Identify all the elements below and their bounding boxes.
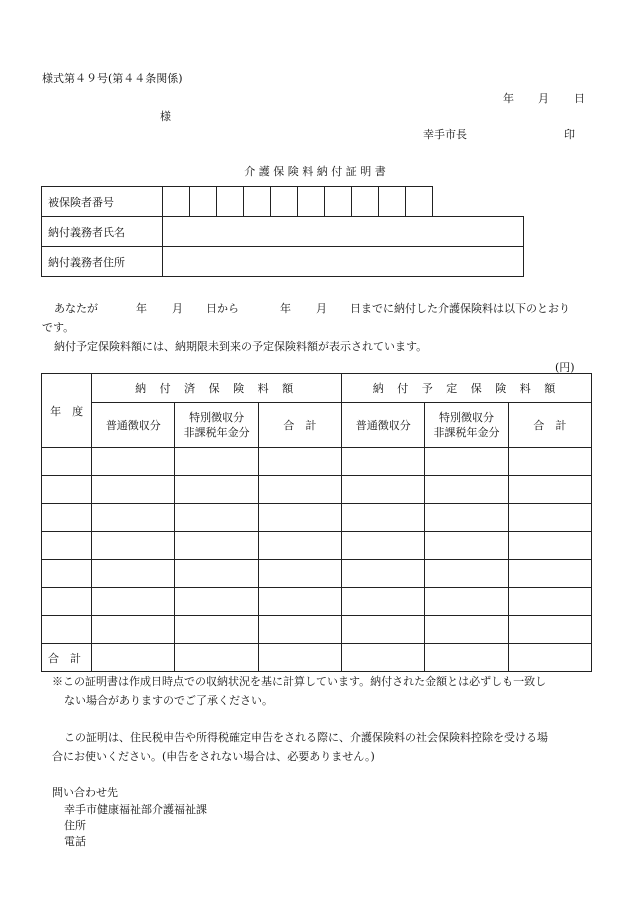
intro-year1: 年 <box>136 302 147 315</box>
recipient-suffix: 様 <box>160 110 171 123</box>
table-row <box>42 532 592 560</box>
paid-special-header: 特別徴収分 非課税年金分 <box>175 403 258 448</box>
contact-phone-label: 電話 <box>64 835 86 848</box>
date-year: 年 <box>503 92 514 105</box>
info-table <box>41 186 524 277</box>
payer-name-row <box>42 217 524 247</box>
issuer-title: 幸手市長 <box>423 128 467 141</box>
intro-prefix: あなたが <box>54 302 98 315</box>
date-day: 日 <box>574 92 585 105</box>
digit-cell <box>190 187 217 217</box>
note2-line1: この証明は、住民税申告や所得税確定申告をされる際に、介護保険料の社会保険料控除を受ける場 <box>64 731 548 744</box>
intro-year2: 年 <box>280 302 291 315</box>
paid-regular-header: 普通徴収分 <box>92 403 175 448</box>
digit-cell <box>163 187 190 217</box>
digit-cell <box>217 187 244 217</box>
contact-heading: 問い合わせ先 <box>52 786 118 799</box>
digit-cell <box>379 187 406 217</box>
digit-cell <box>325 187 352 217</box>
scheduled-total-header: 合 計 <box>508 403 591 448</box>
insured-number-row <box>42 187 524 217</box>
note2-line2: 合にお使いください。(申告をされない場合は、必要ありません。) <box>52 750 375 763</box>
unit-label: (円) <box>555 361 575 374</box>
payer-address-row <box>42 247 524 277</box>
paid-group-header: 納 付 済 保 険 料 額 <box>92 374 342 403</box>
seal-mark: 印 <box>564 128 575 141</box>
scheduled-regular-header: 普通徴収分 <box>342 403 425 448</box>
contact-address-label: 住所 <box>64 819 86 832</box>
intro-day1: 日から <box>206 302 239 315</box>
digit-cell <box>406 187 433 217</box>
total-row <box>42 644 592 672</box>
digit-cell <box>352 187 379 217</box>
scheduled-group-header: 納 付 予 定 保 険 料 額 <box>342 374 592 403</box>
payer-address-label: 納付義務者住所 <box>42 247 163 277</box>
table-row <box>42 588 592 616</box>
intro-line3: 納付予定保険料額には、納期限未到来の予定保険料額が表示されています。 <box>54 340 428 353</box>
scheduled-special-header: 特別徴収分 非課税年金分 <box>425 403 508 448</box>
intro-day2: 日までに納付した介護保険料は以下のとおり <box>350 302 570 315</box>
intro-month1: 月 <box>172 302 183 315</box>
digit-cell <box>298 187 325 217</box>
intro-line2: です。 <box>42 321 75 334</box>
table-row <box>42 504 592 532</box>
intro-month2: 月 <box>316 302 327 315</box>
payer-name-value <box>163 217 524 247</box>
table-row <box>42 616 592 644</box>
table-row <box>42 476 592 504</box>
year-column-header: 年 度 <box>42 374 92 448</box>
note1-line1: ※この証明書は作成日時点での収納状況を基に計算しています。納付された金額とは必ずしも一致し <box>52 675 547 688</box>
table-row <box>42 448 592 476</box>
contact-dept: 幸手市健康福祉部介護福祉課 <box>64 803 207 816</box>
form-reference: 様式第４９号(第４４条関係) <box>42 72 183 85</box>
document-title: 介 護 保 険 料 納 付 証 明 書 <box>244 165 386 178</box>
insured-number-label: 被保険者番号 <box>42 187 163 217</box>
payer-name-label: 納付義務者氏名 <box>42 217 163 247</box>
payer-address-value <box>163 247 524 277</box>
total-row-label: 合 計 <box>42 644 92 672</box>
table-row <box>42 560 592 588</box>
note1-line2: ない場合がありますのでご了承ください。 <box>64 694 273 707</box>
digit-cell <box>271 187 298 217</box>
digit-cell <box>244 187 271 217</box>
date-month: 月 <box>538 92 549 105</box>
payment-table <box>41 373 592 672</box>
paid-total-header: 合 計 <box>258 403 341 448</box>
